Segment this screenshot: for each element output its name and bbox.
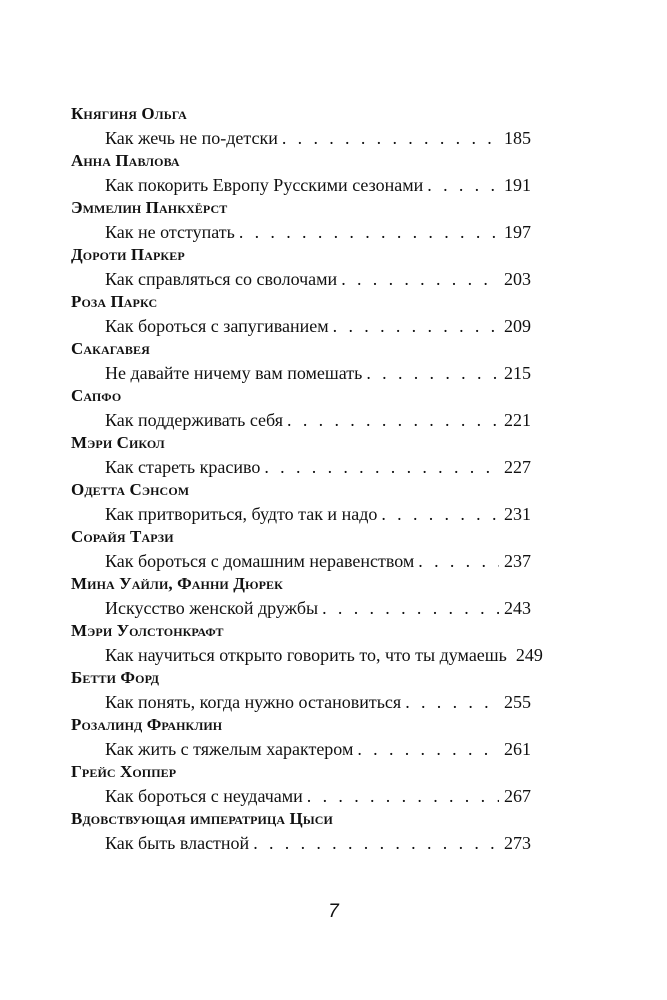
toc-entry [71,104,531,151]
toc-entry [71,292,531,339]
toc-entry [71,480,531,527]
toc-entry [71,762,531,809]
entry-title: Как справляться со сволочами [105,269,338,289]
page-number: 7 [328,901,339,922]
entry-page-number: 237 [504,551,531,571]
entry-page-number: 227 [504,457,531,477]
toc-entry [71,433,531,480]
entry-page-number: 243 [504,598,531,618]
toc-entry [71,245,531,292]
toc-entry [71,339,531,386]
entry-page-number: 209 [504,316,531,336]
entry-line [105,690,531,715]
toc-entry [71,527,531,574]
toc-entry [71,151,531,198]
entry-line [105,737,531,762]
entry-line [105,596,531,621]
entry-title: Как стареть красиво [105,457,261,477]
dot-leader [253,831,499,855]
entry-line [105,408,531,433]
entry-name: Дороти Паркер [71,245,185,264]
entry-name: Грейс Хоппер [71,762,177,781]
entry-page-number: 221 [504,410,531,430]
entry-title: Как бороться с домашним неравенством [105,551,415,571]
entry-name: Сорайя Тарзи [71,527,174,546]
dot-leader [333,314,499,338]
entry-title: Как не отступать [105,222,235,242]
dot-leader [427,173,499,197]
dot-leader [405,690,499,714]
entry-line [105,220,531,245]
entry-name: Эммелин Панкхёрст [71,198,228,217]
entry-title: Как быть властной [105,833,250,853]
dot-leader [282,126,499,150]
entry-line [105,784,531,809]
entry-line [105,267,531,292]
entry-page-number: 273 [504,833,531,853]
dot-leader [357,737,499,761]
dot-leader [418,549,499,573]
dot-leader [239,220,499,244]
entry-name: Мэри Уолстонкрафт [71,621,224,640]
entry-line [105,173,531,198]
entry-name: Сакагавея [71,339,150,358]
entry-page-number: 231 [504,504,531,524]
dot-leader [264,455,499,479]
entry-name: Анна Павлова [71,151,180,170]
entry-line [105,549,531,574]
entry-page-number: 203 [504,269,531,289]
entry-title: Как жить с тяжелым характером [105,739,354,759]
entry-title: Как поддерживать себя [105,410,284,430]
entry-page-number: 267 [504,786,531,806]
entry-title: Как бороться с неудачами [105,786,303,806]
entry-line [105,126,531,151]
entry-page-number: 215 [504,363,531,383]
entry-name: Вдовствующая императрица Цыси [71,809,333,828]
entry-line [105,361,531,386]
entry-name: Розалинд Франклин [71,715,223,734]
dot-leader [366,361,499,385]
entry-title: Как покорить Европу Русскими сезонами [105,175,424,195]
dot-leader [381,502,499,526]
entry-page-number: 261 [504,739,531,759]
entry-name: Мина Уайли, Фанни Дюрек [71,574,283,593]
entry-name: Мэри Сикол [71,433,165,452]
entry-name: Сапфо [71,386,122,405]
entry-title: Как научиться открыто говорить то, что ты думаешь [105,645,507,665]
entry-page-number: 197 [504,222,531,242]
toc-entry [71,715,531,762]
toc-entry [71,621,543,668]
entry-line [105,502,531,527]
entry-title: Как понять, когда нужно остановиться [105,692,402,712]
entry-title: Как жечь не по-детски [105,128,278,148]
entry-page-number: 191 [504,175,531,195]
entry-title: Искусство женской дружбы [105,598,319,618]
entry-page-number: 255 [504,692,531,712]
entry-name: Роза Паркс [71,292,158,311]
toc-entry [71,809,531,856]
entry-title: Как бороться с запугиванием [105,316,329,336]
entry-page-number: 249 [515,645,543,665]
toc-entry [71,198,531,245]
entry-line [105,455,531,480]
entry-title: Не давайте ничему вам помешать [105,363,363,383]
dot-leader [307,784,499,808]
entry-line [105,831,531,856]
dot-leader [322,596,499,620]
entry-name: Бетти Форд [71,668,160,687]
toc-entry [71,668,531,715]
toc-entry [71,574,531,621]
entry-line [105,643,543,668]
toc-entry [71,386,531,433]
dot-leader [287,408,499,432]
entry-page-number: 185 [504,128,531,148]
entry-name: Княгиня Ольга [71,104,187,123]
entry-line [105,314,531,339]
dot-leader [341,267,499,291]
entry-name: Одетта Сэнсом [71,480,190,499]
table-of-contents [71,104,543,856]
entry-title: Как притвориться, будто так и надо [105,504,378,524]
